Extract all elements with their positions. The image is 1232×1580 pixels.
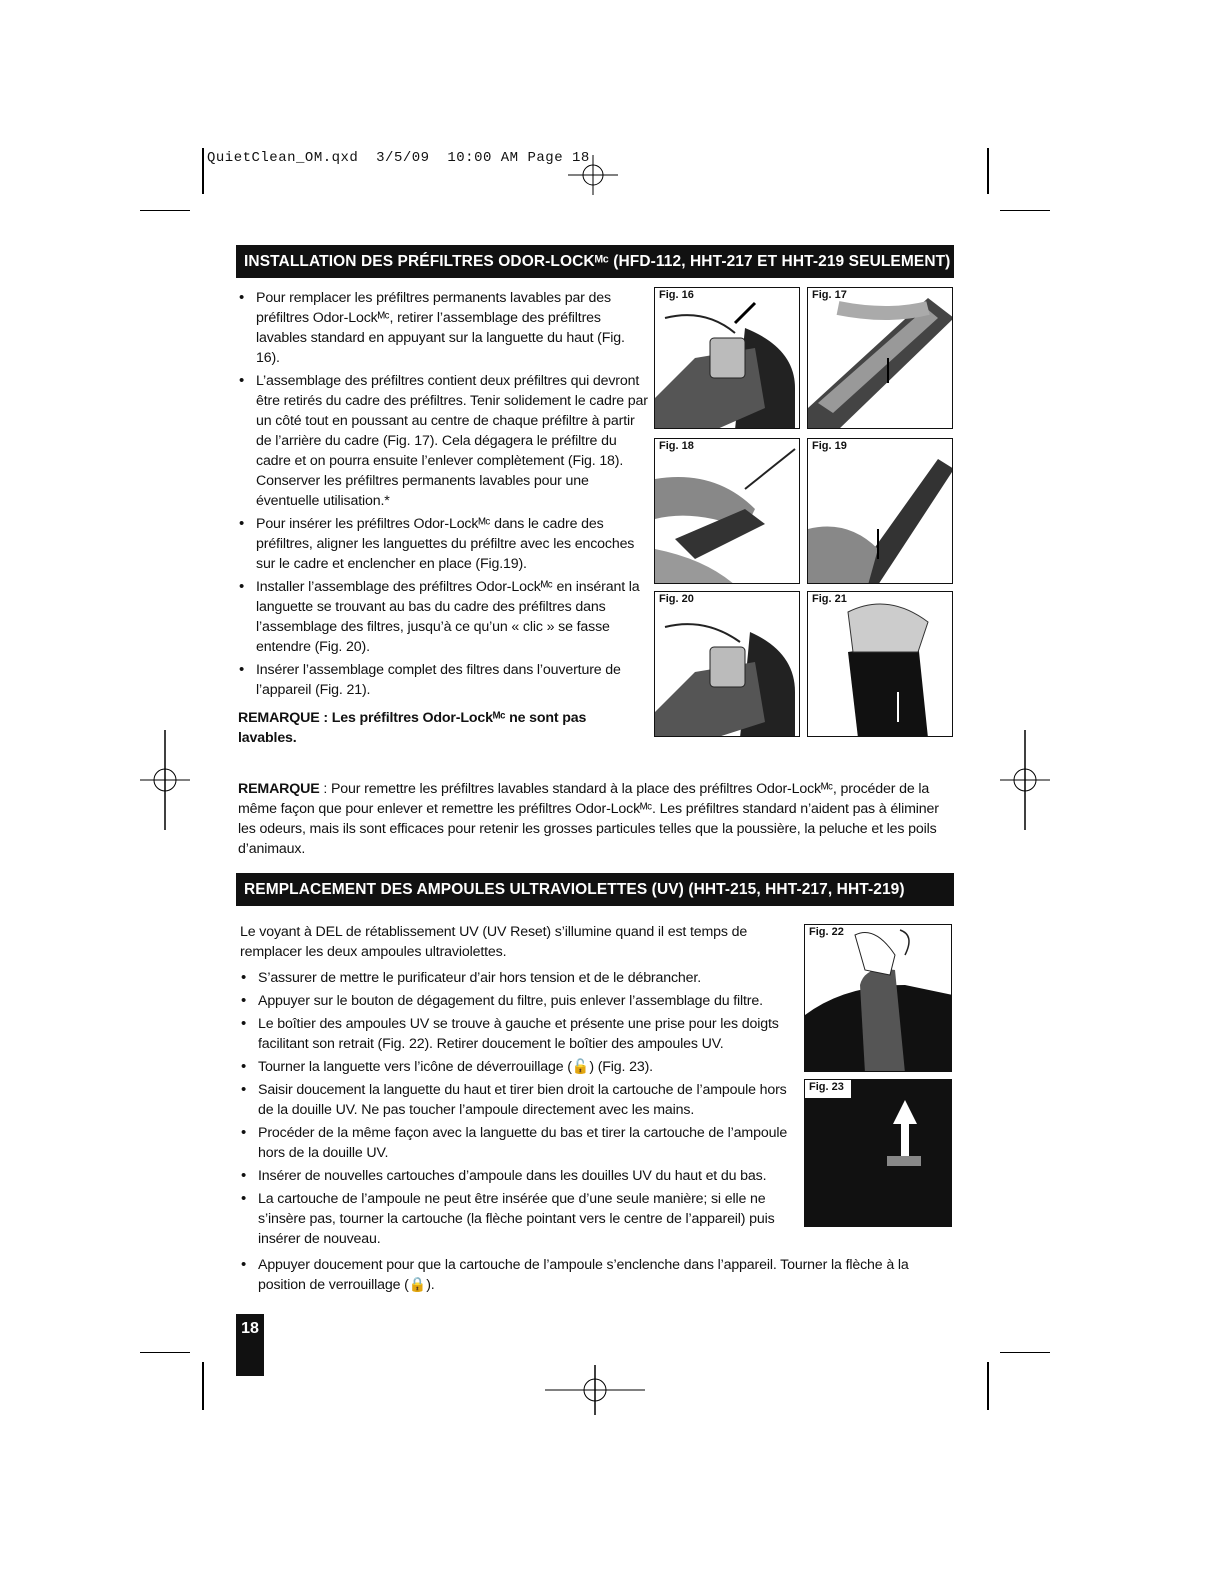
figure-16 (654, 287, 800, 429)
figure-18 (654, 438, 800, 584)
page-number: 18 (236, 1314, 264, 1376)
list-item: • L’assemblage des préfiltres contient deux préfiltres qui devront être retirés du cadre des préfiltres. Tenir solidement le cadre par un côté tout en poussant au centre de chaque préfiltre à partir de l’arrière du cadre (Fig. 17). Cela dégagera le préfiltre du cadre et on pourra ensuite l’enlever complètement (Fig. 18). Conserver les préfiltres permanents lavables pour une éventuelle utilisation.* (238, 371, 648, 511)
figure-label: Fig. 16 (659, 289, 694, 301)
insert-filter-assembly-illustration (808, 592, 953, 737)
list-item: • Insérer de nouvelles cartouches d’ampoule dans les douilles UV du haut et du bas. (240, 1166, 800, 1186)
registration-mark-bottom (545, 1365, 645, 1415)
figure-label: Fig. 20 (659, 593, 694, 605)
list-item: • Insérer l’assemblage complet des filtres dans l’ouverture de l’appareil (Fig. 21). (238, 660, 648, 700)
crop-mark-top-left-v (202, 148, 204, 194)
registration-mark-right (1000, 730, 1050, 830)
figure-21 (807, 591, 953, 737)
section-header-prefilters: INSTALLATION DES PRÉFILTRES ODOR-LOCKᴹᶜ (HFD-112, HHT-217 ET HHT-219 SEULEMENT) (236, 245, 954, 278)
list-item: • La cartouche de l’ampoule ne peut être insérée que d’une seule manière; si elle ne s’insère pas, tourner la cartouche (la flèche pointant vers le centre de l’appareil) puis insérer de nouveau. (240, 1189, 800, 1249)
figure-17 (807, 287, 953, 429)
list-item: • Procéder de la même façon avec la languette du bas et tirer la cartouche de l’ampoule hors de la douille UV. (240, 1123, 800, 1163)
section-header-uv-bulbs: REMPLACEMENT DES AMPOULES ULTRAVIOLETTES (UV) (HHT-215, HHT-217, HHT-219) (236, 873, 954, 906)
uv-final-step (240, 1255, 952, 1298)
registration-mark-top (568, 155, 618, 195)
list-item: • Appuyer sur le bouton de dégagement du filtre, puis enlever l’assemblage du filtre. (240, 991, 800, 1011)
figure-19 (807, 438, 953, 584)
figure-23 (804, 1079, 952, 1227)
registration-mark-left (140, 730, 190, 830)
list-item: • S’assurer de mettre le purificateur d’air hors tension et de le débrancher. (240, 968, 800, 988)
frame-push-illustration (808, 288, 953, 429)
figure-label: Fig. 18 (659, 440, 694, 452)
crop-mark-top-right-v (987, 148, 989, 194)
figure-label: Fig. 22 (809, 926, 844, 938)
list-item: • Saisir doucement la languette du haut et tirer bien droit la cartouche de l’ampoule hors de la douille UV. Ne pas toucher l’ampoule directement avec les mains. (240, 1080, 800, 1120)
prefilter-instructions (238, 288, 648, 748)
filter-tab-illustration (655, 288, 800, 429)
figure-label: Fig. 23 (809, 1081, 844, 1093)
list-item: • Le boîtier des ampoules UV se trouve à gauche et présente une prise pour les doigts facilitant son retrait (Fig. 22). Retirer doucement le boîtier des ampoules UV. (240, 1014, 800, 1054)
crop-mark-bottom-right-v (987, 1362, 989, 1410)
list-item: • Appuyer doucement pour que la cartouche de l’ampoule s’enclenche dans l’appareil. Tourner la flèche à la position de verrouillage (🔒). (240, 1255, 952, 1295)
standard-prefilter-note: REMARQUE : Pour remettre les préfiltres lavables standard à la place des préfiltres Odor-Lockᴹᶜ, procéder de la même façon que pour enlever et remettre les préfiltres Odor-Lockᴹᶜ. Les préfiltres standard n’aident pas à éliminer les odeurs, mais ils sont efficaces pour retenir les grosses particules telles que la poussière, la peluche et les poils d’animaux. (238, 781, 939, 857)
figure-label: Fig. 19 (812, 440, 847, 452)
list-item: • Installer l’assemblage des préfiltres Odor-Lockᴹᶜ en insérant la languette se trouvant au bas du cadre des préfiltres dans l’assemblage des filtres, jusqu’à ce qu’un « clic » se fasse entendre (Fig. 20). (238, 577, 648, 657)
crop-mark-bottom-right-h (1000, 1352, 1050, 1353)
crop-mark-top-left-h (140, 210, 190, 211)
uv-housing-illustration (805, 925, 952, 1072)
crop-mark-bottom-left-h (140, 1352, 190, 1353)
figure-label: Fig. 21 (812, 593, 847, 605)
list-item: • Tourner la languette vers l’icône de déverrouillage (🔓) (Fig. 23). (240, 1057, 800, 1077)
remove-prefilter-illustration (655, 439, 800, 584)
uv-bulb-instructions (240, 922, 800, 1252)
figure-label: Fig. 17 (812, 289, 847, 301)
click-assembly-illustration (655, 592, 800, 737)
list-item: • Pour insérer les préfiltres Odor-Lockᴹᶜ dans le cadre des préfiltres, aligner les languettes du préfiltre avec les encoches sur le cadre et enclencher en place (Fig.19). (238, 514, 648, 574)
non-washable-note: REMARQUE : Les préfiltres Odor-Lockᴹᶜ ne sont pas lavables. (238, 710, 587, 746)
uv-intro: Le voyant à DEL de rétablissement UV (UV Reset) s’illumine quand il est temps de remplacer les deux ampoules ultraviolettes. (240, 924, 748, 960)
figure-20 (654, 591, 800, 737)
figure-22 (804, 924, 952, 1072)
insert-prefilter-illustration (808, 439, 953, 584)
crop-mark-top-right-h (1000, 210, 1050, 211)
slug-line: QuietClean_OM.qxd 3/5/09 10:00 AM Page 18 (207, 150, 590, 166)
list-item: • Pour remplacer les préfiltres permanents lavables par des préfiltres Odor-Lockᴹᶜ, retirer l’assemblage des préfiltres lavables standard en appuyant sur la languette du haut (Fig. 16). (238, 288, 648, 368)
unlock-tab-illustration (805, 1080, 952, 1227)
crop-mark-bottom-left-v (202, 1362, 204, 1410)
